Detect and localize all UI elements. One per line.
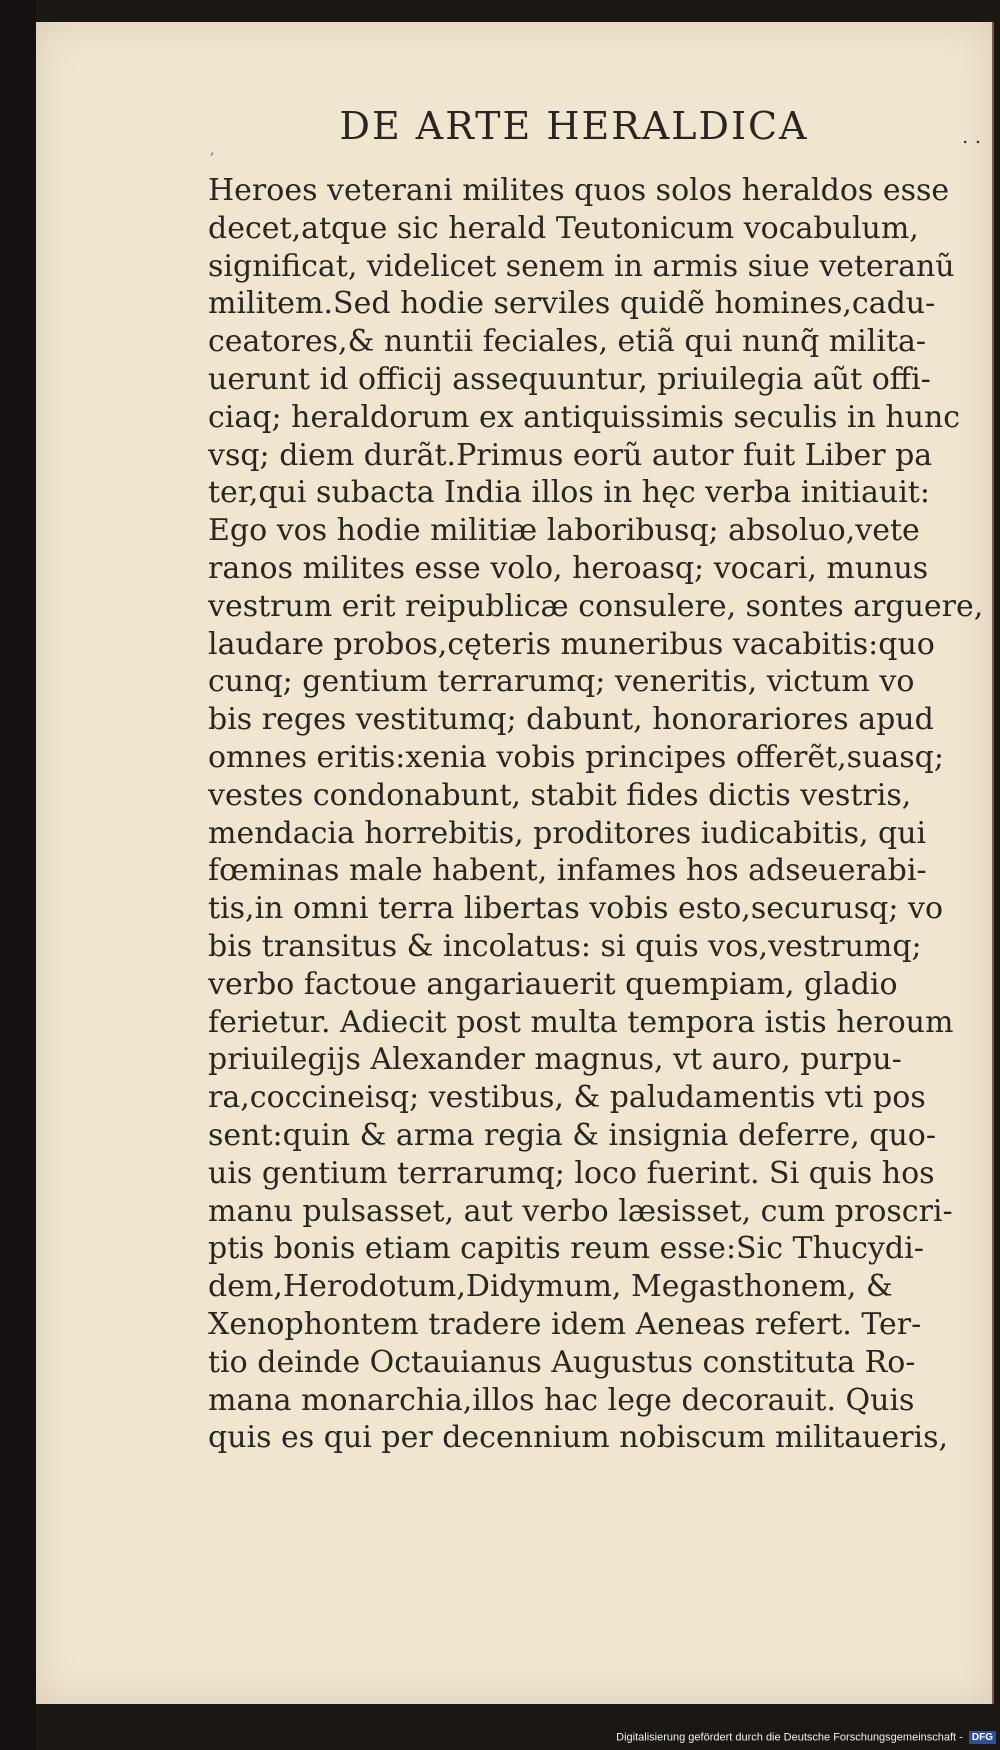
- text-line: ptis bonis etiam capitis reum esse:Sic Thucydi-: [208, 1231, 924, 1267]
- text-line: vsq; diem durãt.Primus eorũ autor fuit Liber pa: [208, 437, 933, 473]
- text-line: ra,coccineisq; vestibus, & paludamentis vti pos: [208, 1080, 926, 1116]
- text-line: tio deinde Octauianus Augustus constituta Ro-: [208, 1344, 916, 1380]
- text-line: quis es qui per decennium nobiscum militaueris,: [208, 1420, 949, 1456]
- text-line: cunq; gentium terrarumq; veneritis, victum vo: [208, 664, 915, 700]
- text-line: mana monarchia,illos hac lege decorauit. Quis: [208, 1382, 915, 1418]
- digitization-credit: [616, 1731, 996, 1744]
- text-line: Ego vos hodie militiæ laboribusq; absoluo,vete: [208, 513, 920, 549]
- text-line: ferietur. Adiecit post multa tempora istis heroum: [208, 1004, 954, 1040]
- text-line: ter,qui subacta India illos in hęc verba initiauit:: [208, 475, 930, 511]
- text-line: ciaq; heraldorum ex antiquissimis seculis in hunc: [208, 399, 961, 435]
- book-page: [36, 22, 994, 1704]
- text-line: vestrum erit reipublicæ consulere, sontes arguere,: [208, 588, 983, 624]
- text-line: uis gentium terrarumq; loco fuerint. Si quis hos: [208, 1155, 935, 1191]
- page-corner-mark: . .: [962, 124, 982, 148]
- text-line: vestes condonabunt, stabit fides dictis vestris,: [208, 777, 912, 813]
- text-line: verbo factoue angariauerit quempiam, gladio: [208, 966, 898, 1002]
- text-line: laudare probos,cęteris muneribus vacabitis:quo: [208, 626, 935, 662]
- body-text: [208, 172, 983, 1457]
- text-line: ceatores,& nuntii feciales, etiã qui nunq̃ milita-: [208, 324, 927, 360]
- text-line: dem,Herodotum,Didymum, Megasthonem, &: [208, 1269, 893, 1305]
- credit-text: Digitalisierung gefördert durch die Deutsche Forschungsgemeinschaft -: [616, 1731, 963, 1744]
- text-line: Xenophontem tradere idem Aeneas refert. Ter-: [208, 1306, 922, 1342]
- text-line: bis transitus & incolatus: si quis vos,vestrumq;: [208, 928, 922, 964]
- text-line: uerunt id officij assequuntur, priuilegia aũt offi-: [208, 361, 931, 397]
- text-line: tis,in omni terra libertas vobis esto,securusq; vo: [208, 891, 943, 927]
- text-line: decet,atque sic herald Teutonicum vocabulum,: [208, 210, 919, 246]
- text-line: bis reges vestitumq; dabunt, honorariores apud: [208, 702, 934, 738]
- page-margin-mark: ,: [210, 142, 215, 158]
- dfg-logo: DFG: [969, 1731, 996, 1744]
- text-line: sent:quin & arma regia & insignia deferre, quo-: [208, 1117, 936, 1153]
- running-head: DE ARTE HERALDICA: [339, 104, 809, 148]
- book-spine-edge: [0, 0, 36, 1750]
- text-line: mendacia horrebitis, proditores iudicabitis, qui: [208, 815, 927, 851]
- text-line: militem.Sed hodie serviles quidẽ homines,cadu-: [208, 286, 936, 322]
- text-line: omnes eritis:xenia vobis principes offerẽt,suasq;: [208, 739, 944, 775]
- text-line: Heroes veterani milites quos solos heraldos esse: [208, 173, 950, 208]
- text-line: manu pulsasset, aut verbo læsisset, cum proscri-: [208, 1193, 953, 1229]
- text-line: significat, videlicet senem in armis siue veteranũ: [208, 248, 955, 284]
- text-line: ranos milites esse volo, heroasq; vocari, munus: [208, 550, 929, 586]
- text-line: priuilegijs Alexander magnus, vt auro, purpu-: [208, 1042, 902, 1078]
- text-line: fœminas male habent, infames hos adseuerabi-: [208, 853, 927, 889]
